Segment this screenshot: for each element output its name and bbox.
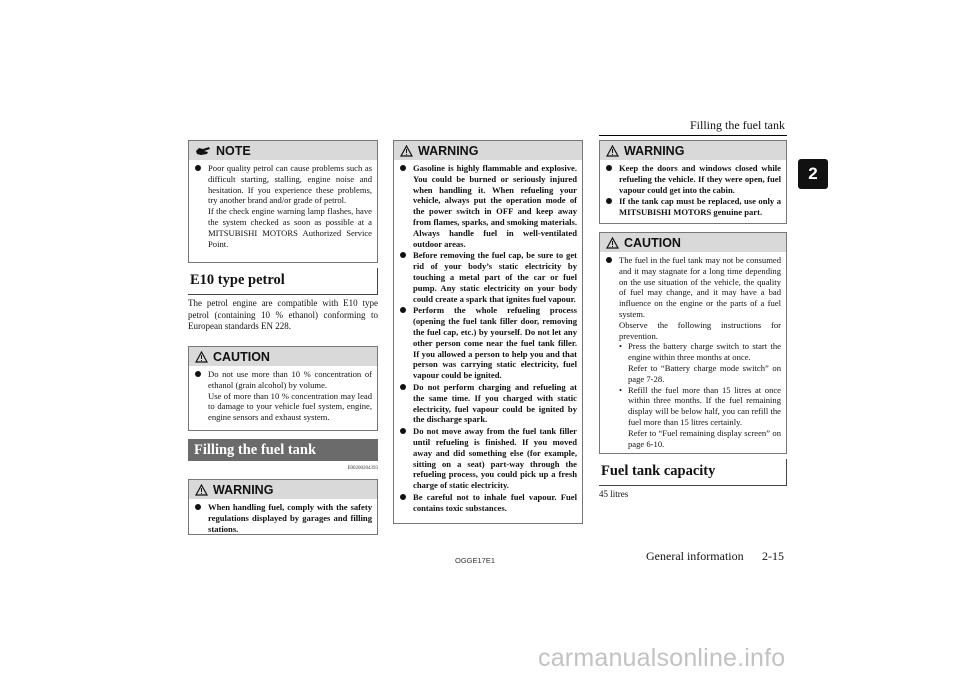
running-header-title: Filling the fuel tank <box>690 118 785 132</box>
bullet-dot-icon <box>195 165 201 171</box>
warning-box-large <box>393 140 583 524</box>
note-item-text: Poor quality petrol can cause problems such as difficult starting, stalling, engine noise and hesitation. If you experience these problems, try another brand and/or grade of petrol. <box>208 163 372 206</box>
warning-item-text: Do not move away from the fuel tank filler until refueling is finished. If you moved away and did something else (for example, sitting on a seat) part-way through the refueling process, you could pick up a fresh charge of static electricity. <box>413 426 577 491</box>
footer-page-number: 2-15 <box>762 549 784 563</box>
caution-label: CAUTION <box>213 349 270 364</box>
watermark-text: carmanualsonline.info <box>538 644 786 672</box>
warning-item <box>605 163 781 195</box>
warning-label: WARNING <box>624 143 685 158</box>
note-hand-icon <box>195 145 211 156</box>
caution-box <box>188 346 378 431</box>
caution-subitem <box>619 341 781 384</box>
warning-item-text: Do not perform charging and refueling at the same time. If you charged with static electricity, fuel vapour could be ignited by the discharge spark. <box>413 381 577 425</box>
warning-item <box>194 502 372 534</box>
caution-header <box>600 233 786 252</box>
caution-item-text: Use of more than 10 % concentration may lead to damage to your vehicle fuel system, engine, engine sensors and exhaust system. <box>208 390 372 423</box>
caution-intro-text: The fuel in the fuel tank may not be consumed and it may stagnate for a long time depending on the use situation of the vehicle, the quality of fuel may change, and it may have a bad influence on the engine or the parts of a fuel system. <box>619 255 781 319</box>
warning-label: WARNING <box>418 143 479 158</box>
section-heading-capacity: Fuel tank capacity <box>599 459 787 486</box>
caution-header <box>189 347 377 366</box>
warning-header <box>189 480 377 499</box>
note-label: NOTE <box>216 143 251 158</box>
warning-item-text: Before removing the fuel cap, be sure to get rid of your body’s static electricity by touching a metal part of the car or fuel pump. Any static electricity on your body could create a spark that ignites fuel vapour. <box>413 250 577 304</box>
warning-item-text: Keep the doors and windows closed while refueling the vehicle. If they were open, fuel vapour could get into the cabin. <box>619 163 781 195</box>
warning-item <box>399 492 577 514</box>
caution-subitem <box>619 385 781 450</box>
note-header <box>189 141 377 160</box>
warning-box <box>188 479 378 535</box>
note-item-text: If the check engine warning lamp flashes, have the system checked as soon as possible at a MITSUBISHI MOTORS Authorized Service Point. <box>208 206 372 249</box>
warning-triangle-icon <box>195 484 208 496</box>
section-heading-e10: E10 type petrol <box>188 268 378 295</box>
warning-item <box>399 163 577 249</box>
warning-triangle-icon <box>606 145 619 157</box>
bullet-dot-icon <box>400 307 406 313</box>
bullet-dot-icon <box>195 504 201 510</box>
caution-label: CAUTION <box>624 235 681 250</box>
caution-item <box>605 255 781 449</box>
subitem-text: Refill the fuel more than 15 litres at once within three months. If the fuel remaining display will be below half, you can refill the fuel more than 15 litres certainly. <box>628 384 781 427</box>
bullet-dot-icon <box>195 371 201 377</box>
subitem-ref: Refer to “Battery charge mode switch” on page 7-28. <box>628 362 781 384</box>
warning-triangle-icon <box>606 237 619 249</box>
warning-item-text: When handling fuel, comply with the safety regulations displayed by garages and filling stations. <box>208 502 372 534</box>
bullet-dot-icon <box>606 165 612 171</box>
warning-item-text: Be careful not to inhale fuel vapour. Fuel contains toxic substances. <box>413 491 577 513</box>
warning-header <box>600 141 786 160</box>
warning-item <box>399 250 577 304</box>
bullet-dot-icon <box>606 198 612 204</box>
header-rule <box>599 135 787 136</box>
caution-item-text: Do not use more than 10 % concentration of ethanol (grain alcohol) by volume. <box>208 369 372 390</box>
e10-body-text: The petrol engine are compatible with E10 type petrol (containing 10 % ethanol) conforming to European standards EN 228. <box>188 298 378 331</box>
bullet-dot-icon <box>400 165 406 171</box>
warning-item-text: If the tank cap must be replaced, use only a MITSUBISHI MOTORS genuine part. <box>619 196 781 218</box>
footer-section-name: General information <box>646 549 744 563</box>
caution-box <box>599 232 787 454</box>
warning-label: WARNING <box>213 482 274 497</box>
bullet-dot-icon <box>606 257 612 263</box>
warning-box <box>599 140 787 224</box>
warning-item-text: Gasoline is highly flammable and explosive. You could be burned or seriously injured when handling it. When refueling your vehicle, always put the operation mode of the power switch in OFF and keep away from flames, sparks, and smoking materials. Always handle fuel in well-ventilated outdoor areas. <box>413 163 577 249</box>
footer-doc-code: OGGE17E1 <box>455 556 496 565</box>
warning-item <box>399 382 577 425</box>
capacity-value: 45 litres <box>599 489 629 499</box>
sub-bullet: • <box>619 341 623 352</box>
bullet-dot-icon <box>400 428 406 434</box>
subitem-ref: Refer to “Fuel remaining display screen” on page 6-10. <box>628 427 781 449</box>
bullet-dot-icon <box>400 252 406 258</box>
warning-triangle-icon <box>195 351 208 363</box>
bullet-dot-icon <box>400 384 406 390</box>
warning-header <box>394 141 582 160</box>
bullet-dot-icon <box>400 494 406 500</box>
warning-item <box>399 426 577 491</box>
caution-item <box>194 369 372 423</box>
chapter-tab: 2 <box>798 159 828 189</box>
caution-observe-text: Observe the following instructions for prevention. <box>619 319 781 341</box>
warning-item-text: Perform the whole refueling process (opening the fuel tank filler door, removing the fuel cap, etc.) by yourself. Do not let any other person come near the fuel tank filler. If you allowed a person to help you and that person was carrying static electricity, fuel vapour could be ignited. <box>413 305 577 381</box>
sub-bullet: • <box>619 384 623 395</box>
warning-item <box>605 196 781 218</box>
section-code: E00200204393 <box>347 466 378 471</box>
warning-item <box>399 305 577 381</box>
note-box <box>188 140 378 263</box>
warning-triangle-icon <box>400 145 413 157</box>
section-heading-filling: Filling the fuel tank <box>188 439 378 461</box>
subitem-text: Press the battery charge switch to start the engine within three months at once. <box>628 341 781 363</box>
note-item <box>194 163 372 249</box>
